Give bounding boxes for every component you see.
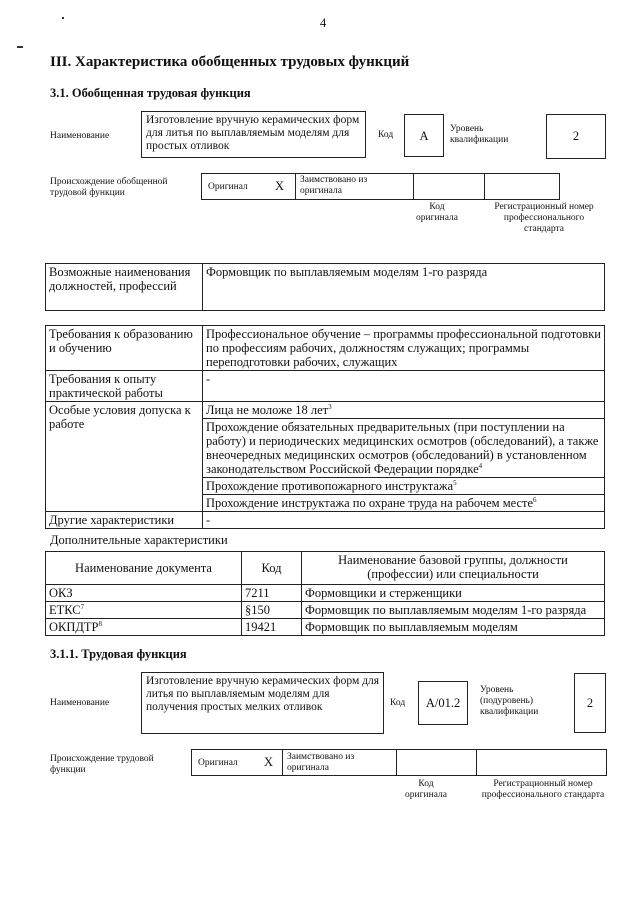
tf-name-label: Наименование: [50, 698, 110, 708]
row-code: 19421: [242, 619, 302, 636]
tf-code-value: [418, 681, 468, 725]
footnote-ref: 5: [453, 478, 457, 487]
table-row: [46, 585, 605, 602]
row-doc: [46, 619, 242, 636]
footnote-ref: 8: [98, 619, 103, 628]
gtf-origin-label: Происхождение обобщенной трудовой функции: [50, 177, 168, 198]
tf-level-value: [574, 673, 606, 733]
page-number: 4: [320, 16, 327, 30]
tf-origin-label: Происхождение трудовой функции: [50, 754, 154, 775]
gtf-original-label: Оригинал: [208, 182, 248, 192]
row-name: Формовщик по выплавляемым моделям 1-го разряда: [302, 602, 605, 619]
gtf-reg-number-caption: Регистрационный номер профессионального стандарта: [494, 202, 594, 234]
col-header-code: Код: [242, 552, 302, 585]
gtf-name-label: Наименование: [50, 131, 110, 141]
special-item-3: [203, 478, 605, 495]
tf-level-label: Уровень (подуровень) квалификации: [480, 685, 539, 717]
experience-label: Требования к опыту практической работы: [46, 371, 203, 402]
row-name: Формовщик по выплавляемым моделям: [302, 619, 605, 636]
additional-heading: Дополнительные характеристики: [50, 533, 228, 547]
tf-code-label: Код: [390, 698, 406, 708]
gtf-orig-code-caption: Код оригинала: [416, 202, 458, 223]
col-header-name: Наименование базовой группы, должности (профессии) или специальности: [302, 552, 605, 585]
additional-table: [45, 551, 605, 636]
gtf-name-text: Изготовление вручную керамических форм для литья по выплавляемым моделям для простых отливок: [146, 114, 360, 152]
gtf-code-value: [404, 114, 444, 157]
other-label: Другие характеристики: [46, 512, 203, 529]
gtf-name-value: [141, 111, 366, 158]
gtf-original-mark: Х: [275, 179, 285, 193]
tf-code-text: А/01.2: [425, 696, 461, 710]
col-header-doc: Наименование документа: [46, 552, 242, 585]
special-item-1-text: Лица не моложе 18 лет: [206, 403, 329, 417]
special-item-4-text: Прохождение инструктажа по охране труда на рабочем месте: [206, 496, 534, 510]
tf-original-mark: Х: [264, 755, 274, 769]
tf-borrowed-label: Заимствовано из оригинала: [287, 752, 355, 773]
tf-original-label: Оригинал: [198, 758, 238, 768]
positions-value: Формовщик по выплавляемым моделям 1-го разряда: [203, 264, 605, 311]
row-code: 7211: [242, 585, 302, 602]
gtf-level-value: [546, 114, 606, 159]
gtf-code-text: А: [419, 129, 429, 143]
table-row: [46, 602, 605, 619]
gtf-heading: 3.1. Обобщенная трудовая функция: [50, 86, 251, 100]
row-doc: [46, 585, 242, 602]
footnote-ref: 6: [533, 495, 537, 504]
section-title: III. Характеристика обобщенных трудовых функций: [50, 54, 410, 70]
special-item-3-text: Прохождение противопожарного инструктажа: [206, 479, 454, 493]
tf-orig-code-caption: Код оригинала: [405, 779, 447, 800]
divider: [413, 173, 414, 200]
requirements-table: [45, 325, 605, 529]
row-code: §150: [242, 602, 302, 619]
special-item-2-text: Прохождение обязательных предварительных (при поступлении на работу) и периодических медицинских осмотров (обследований), а также внеочередных медицинских осмотров (обследований) в установленном законодательством Российской Федерации порядке: [206, 420, 599, 476]
education-value: Профессиональное обучение – программы профессиональной подготовки по профессиям рабочих, должностям служащих; программы переподготовки рабочих, служащих: [203, 326, 605, 371]
footnote-ref: 7: [80, 602, 85, 611]
row-doc: [46, 602, 242, 619]
tf-level-text: 2: [586, 696, 594, 710]
special-item-4: [203, 495, 605, 512]
special-item-2: [203, 419, 605, 478]
divider: [476, 749, 477, 776]
special-item-1: [203, 402, 605, 419]
row-doc-text: ОКЗ: [49, 586, 73, 600]
footnote-ref: 4: [478, 461, 483, 470]
gtf-borrowed-label: Заимствовано из оригинала: [300, 175, 368, 196]
positions-table: [45, 263, 605, 311]
tf-name-value: [141, 672, 384, 734]
experience-value: -: [203, 371, 605, 402]
education-label: Требования к образованию и обучению: [46, 326, 203, 371]
divider: [484, 173, 485, 200]
table-row: [46, 619, 605, 636]
scan-mark: [62, 17, 64, 19]
divider: [282, 749, 283, 776]
tf-reg-number-caption: Регистрационный номер профессионального стандарта: [481, 779, 605, 800]
gtf-level-text: 2: [572, 129, 580, 143]
row-doc-text: ЕТКС: [49, 603, 81, 617]
positions-label: Возможные наименования должностей, профессий: [46, 264, 203, 311]
tf-name-text: Изготовление вручную керамических форм для литья по выплавляемым моделям для получения простых мелких отливок: [146, 675, 379, 713]
divider: [295, 173, 296, 200]
gtf-level-label: Уровень квалификации: [450, 124, 509, 145]
footnote-ref: 3: [328, 402, 332, 411]
divider: [396, 749, 397, 776]
scan-mark: [17, 46, 23, 48]
special-label: Особые условия допуска к работе: [46, 402, 203, 512]
other-value: -: [203, 512, 605, 529]
tf-origin-box: [191, 749, 607, 776]
gtf-code-label: Код: [378, 130, 394, 140]
tf-heading: 3.1.1. Трудовая функция: [50, 647, 187, 661]
row-doc-text: ОКПДТР: [49, 620, 99, 634]
row-name: Формовщики и стерженщики: [302, 585, 605, 602]
